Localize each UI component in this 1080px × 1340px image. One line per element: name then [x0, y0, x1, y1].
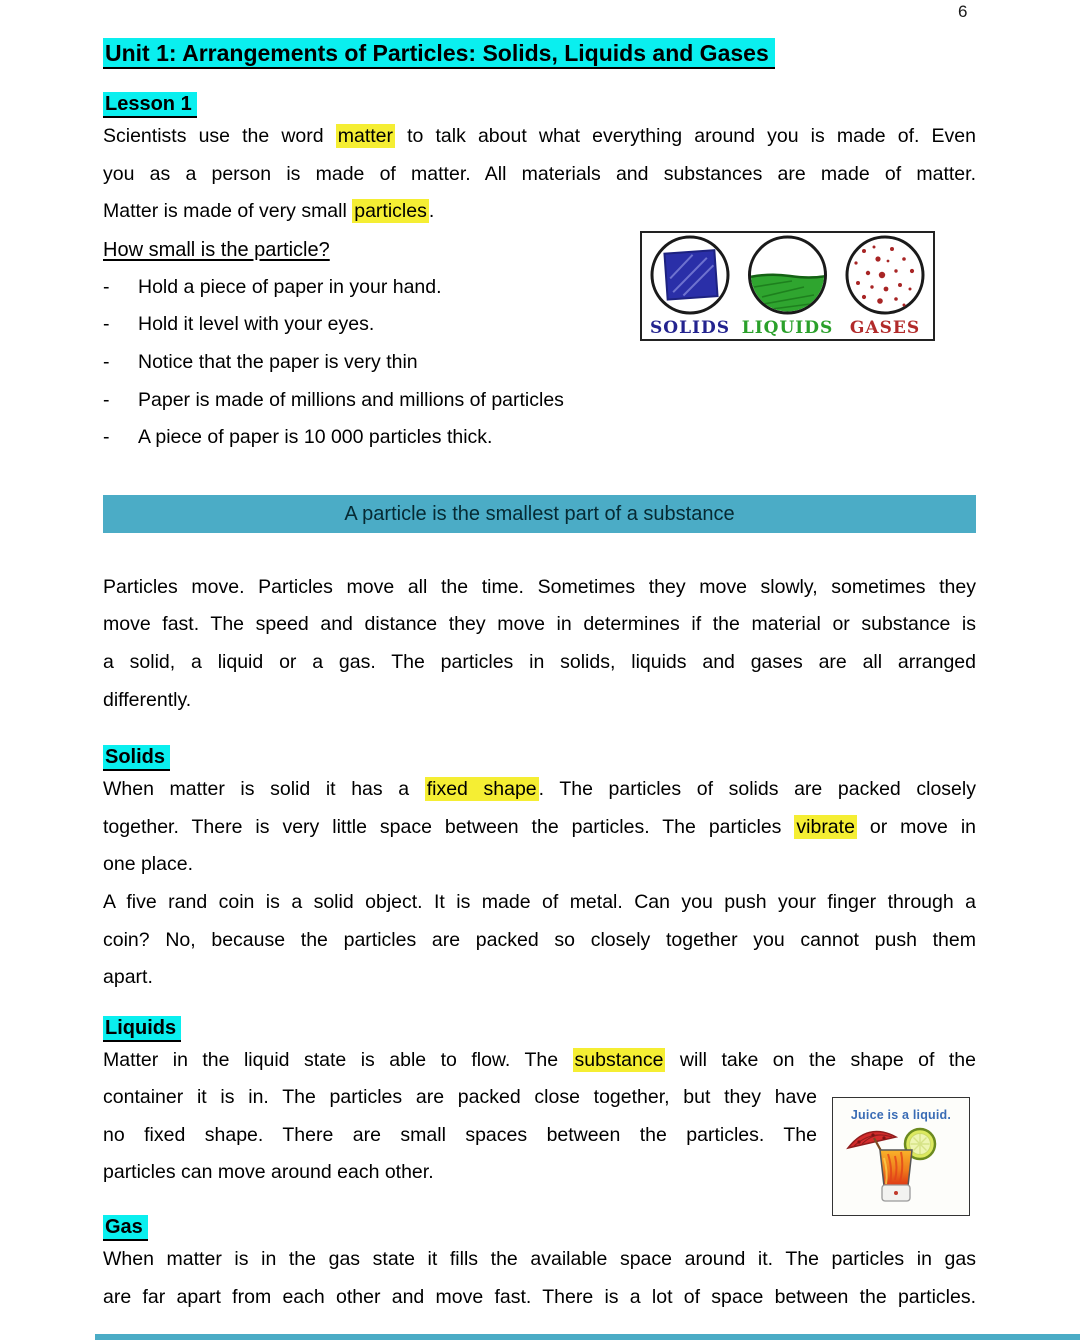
list-item [103, 419, 976, 457]
juice-figure [832, 1097, 970, 1216]
solids-section [103, 744, 976, 997]
text-line: container it is in. The particles are packed close together, but they have [103, 1086, 817, 1109]
highlighted-term: matter [337, 125, 393, 147]
text-line: no fixed shape. There are small spaces between the particles. The [103, 1123, 817, 1146]
text-line: one place. [103, 853, 193, 876]
list-item-text: Notice that the paper is very thin [138, 350, 418, 373]
text-line: Scientists use the word matter to talk about what everything around you is made of. Even [103, 125, 976, 147]
text-line: a solid, a liquid or a gas. The particles in solids, liquids and gases are all arranged [103, 650, 976, 673]
liquids-figure-label: LIQUIDS [741, 318, 834, 338]
list-dash: - [103, 388, 110, 411]
highlighted-term: fixed shape [426, 778, 537, 801]
page-number: 6 [958, 2, 968, 21]
juice-glass-illustration [838, 1122, 964, 1206]
liquids-heading-text: Liquids [103, 1016, 181, 1042]
solids-paragraph-1 [103, 771, 976, 884]
list-item-text: Hold a piece of paper in your hand. [138, 275, 442, 298]
liquids-heading [103, 1015, 976, 1041]
states-of-matter-illustration [642, 233, 933, 339]
text-line: are far apart from each other and move fast. There is a lot of space between the particles. [103, 1285, 976, 1308]
liquids-circle-icon [748, 237, 828, 315]
gas-section [103, 1214, 976, 1316]
lesson-heading [103, 91, 976, 117]
gas-heading-text: Gas [103, 1215, 148, 1241]
highlighted-term: substance [574, 1048, 664, 1071]
text-line: When matter is solid it has a fixed shape . The particles of solids are packed closely [103, 778, 976, 801]
solids-paragraph-2 [103, 884, 976, 997]
gas-heading [103, 1214, 976, 1240]
text-line: together. There is very little space between the particles. The particles vibrate or move in [103, 815, 976, 838]
highlighted-term: particles [354, 200, 427, 223]
list-item-text: A piece of paper is 10 000 particles thick. [138, 426, 493, 449]
list-item [103, 344, 976, 382]
how-small-heading: How small is the particle? [103, 238, 330, 261]
text-line: particles can move around each other. [103, 1161, 434, 1184]
highlighted-term: vibrate [796, 815, 855, 838]
solids-figure-label: SOLIDS [649, 318, 731, 338]
lesson-heading-text: Lesson 1 [103, 92, 197, 118]
unit-title-text: Unit 1: Arrangements of Particles: Solids, Liquids and Gases [103, 38, 775, 69]
page-content [103, 0, 976, 1316]
list-dash: - [103, 275, 110, 298]
key-fact-banner [103, 495, 976, 533]
list-dash: - [103, 313, 110, 336]
text-line: Matter is made of very small particles . [103, 200, 435, 223]
key-fact-text: A particle is the smallest part of a substance [344, 502, 735, 525]
text-line: differently. [103, 688, 192, 711]
gas-paragraph [103, 1241, 976, 1316]
gases-figure-label: GASES [849, 318, 921, 338]
text-line: Particles move. Particles move all the time. Sometimes they move slowly, sometimes they [103, 575, 976, 598]
list-dash: - [103, 426, 110, 449]
juice-caption: Juice is a liquid. [850, 1107, 952, 1122]
states-of-matter-figure [640, 231, 935, 341]
juice-glass-icon [880, 1150, 912, 1201]
list-item-text: Paper is made of millions and millions of particles [138, 388, 564, 411]
text-line: When matter is in the gas state it fills the available space around it. The particles in gas [103, 1248, 976, 1271]
solids-heading-text: Solids [103, 745, 170, 771]
text-line: A five rand coin is a solid object. It is made of metal. Can you push your finger through a [103, 890, 976, 913]
next-banner-edge [95, 1334, 1080, 1340]
list-dash: - [103, 350, 110, 373]
text-line: apart. [103, 966, 153, 989]
intro-paragraph [103, 118, 976, 231]
text-line: coin? No, because the particles are packed so closely together you cannot push them [103, 928, 976, 951]
solids-heading [103, 744, 976, 770]
text-line: Matter in the liquid state is able to flow. The substance will take on the shape of the [103, 1048, 976, 1071]
unit-title [103, 38, 976, 68]
gases-circle-icon [847, 237, 923, 313]
list-item-text: Hold it level with your eyes. [138, 313, 375, 336]
movement-paragraph [103, 569, 976, 719]
liquids-section [103, 1015, 976, 1192]
solids-circle-icon [652, 237, 728, 313]
text-line: move fast. The speed and distance they move in determines if the material or substance is [103, 613, 976, 636]
text-line: you as a person is made of matter. All materials and substances are made of matter. [103, 162, 976, 185]
list-item [103, 382, 976, 420]
